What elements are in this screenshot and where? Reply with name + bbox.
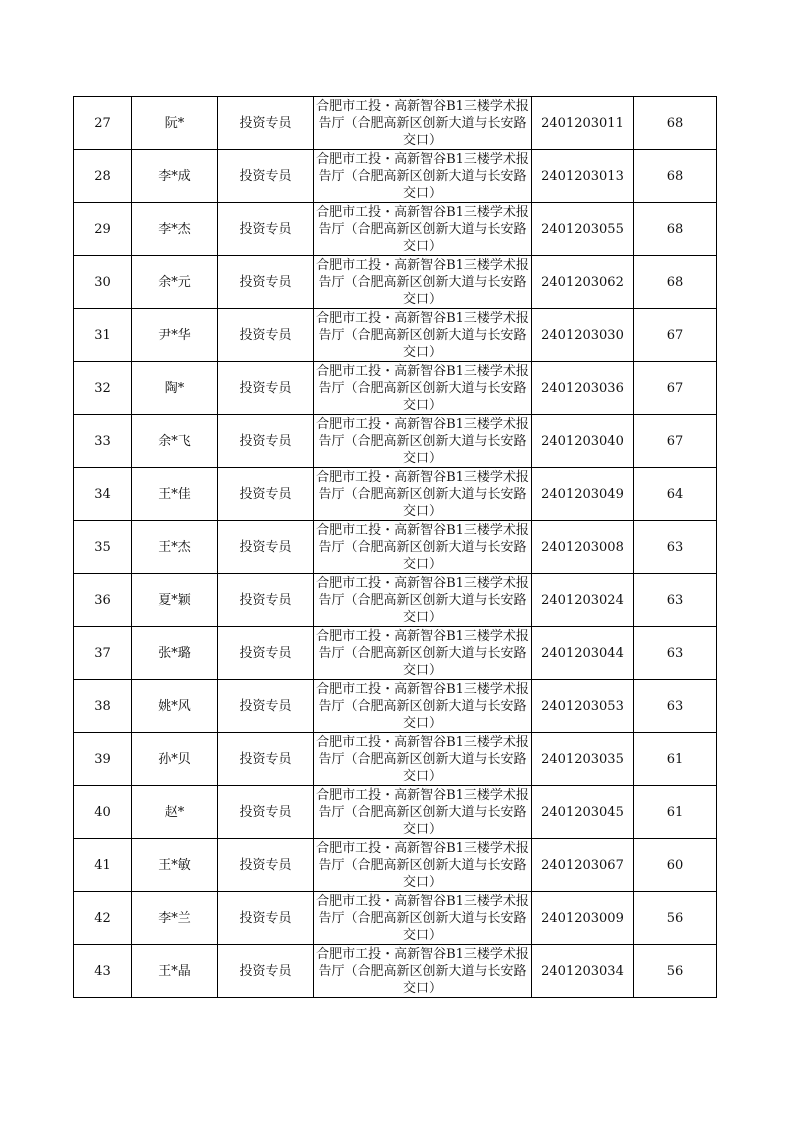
row-number-cell: 40 bbox=[74, 786, 132, 839]
table-row bbox=[74, 309, 717, 362]
candidate-name-cell: 赵* bbox=[132, 786, 218, 839]
candidate-name-cell: 李*杰 bbox=[132, 203, 218, 256]
venue-cell: 合肥市工投・高新智谷B1三楼学术报告厅（合肥高新区创新大道与长安路交口） bbox=[314, 521, 532, 574]
venue-cell: 合肥市工投・高新智谷B1三楼学术报告厅（合肥高新区创新大道与长安路交口） bbox=[314, 892, 532, 945]
venue-cell: 合肥市工投・高新智谷B1三楼学术报告厅（合肥高新区创新大道与长安路交口） bbox=[314, 733, 532, 786]
row-number-cell: 39 bbox=[74, 733, 132, 786]
candidate-table bbox=[73, 96, 717, 998]
position-cell: 投资专员 bbox=[218, 574, 314, 627]
ticket-number-cell: 2401203035 bbox=[532, 733, 634, 786]
table-row bbox=[74, 733, 717, 786]
row-number-cell: 36 bbox=[74, 574, 132, 627]
row-number-cell: 27 bbox=[74, 97, 132, 150]
position-cell: 投资专员 bbox=[218, 150, 314, 203]
table-row bbox=[74, 574, 717, 627]
candidate-name-cell: 张*璐 bbox=[132, 627, 218, 680]
ticket-number-cell: 2401203045 bbox=[532, 786, 634, 839]
position-cell: 投资专员 bbox=[218, 362, 314, 415]
table-row bbox=[74, 892, 717, 945]
ticket-number-cell: 2401203008 bbox=[532, 521, 634, 574]
venue-cell: 合肥市工投・高新智谷B1三楼学术报告厅（合肥高新区创新大道与长安路交口） bbox=[314, 150, 532, 203]
venue-cell: 合肥市工投・高新智谷B1三楼学术报告厅（合肥高新区创新大道与长安路交口） bbox=[314, 203, 532, 256]
score-cell: 67 bbox=[634, 362, 717, 415]
position-cell: 投资专员 bbox=[218, 415, 314, 468]
candidate-name-cell: 李*兰 bbox=[132, 892, 218, 945]
table-row bbox=[74, 97, 717, 150]
candidate-name-cell: 王*敏 bbox=[132, 839, 218, 892]
candidate-name-cell: 阮* bbox=[132, 97, 218, 150]
candidate-name-cell: 孙*贝 bbox=[132, 733, 218, 786]
position-cell: 投资专员 bbox=[218, 627, 314, 680]
row-number-cell: 41 bbox=[74, 839, 132, 892]
score-cell: 68 bbox=[634, 203, 717, 256]
score-cell: 56 bbox=[634, 945, 717, 998]
position-cell: 投资专员 bbox=[218, 680, 314, 733]
venue-cell: 合肥市工投・高新智谷B1三楼学术报告厅（合肥高新区创新大道与长安路交口） bbox=[314, 786, 532, 839]
venue-cell: 合肥市工投・高新智谷B1三楼学术报告厅（合肥高新区创新大道与长安路交口） bbox=[314, 945, 532, 998]
row-number-cell: 42 bbox=[74, 892, 132, 945]
table-row bbox=[74, 468, 717, 521]
ticket-number-cell: 2401203030 bbox=[532, 309, 634, 362]
ticket-number-cell: 2401203009 bbox=[532, 892, 634, 945]
candidate-name-cell: 王*晶 bbox=[132, 945, 218, 998]
row-number-cell: 33 bbox=[74, 415, 132, 468]
score-cell: 61 bbox=[634, 733, 717, 786]
table-row bbox=[74, 680, 717, 733]
candidate-name-cell: 尹*华 bbox=[132, 309, 218, 362]
ticket-number-cell: 2401203013 bbox=[532, 150, 634, 203]
position-cell: 投资专员 bbox=[218, 521, 314, 574]
position-cell: 投资专员 bbox=[218, 256, 314, 309]
table-row bbox=[74, 362, 717, 415]
score-cell: 60 bbox=[634, 839, 717, 892]
score-cell: 67 bbox=[634, 309, 717, 362]
row-number-cell: 37 bbox=[74, 627, 132, 680]
score-cell: 67 bbox=[634, 415, 717, 468]
row-number-cell: 30 bbox=[74, 256, 132, 309]
table-row bbox=[74, 203, 717, 256]
venue-cell: 合肥市工投・高新智谷B1三楼学术报告厅（合肥高新区创新大道与长安路交口） bbox=[314, 627, 532, 680]
position-cell: 投资专员 bbox=[218, 203, 314, 256]
table-row bbox=[74, 150, 717, 203]
row-number-cell: 38 bbox=[74, 680, 132, 733]
ticket-number-cell: 2401203053 bbox=[532, 680, 634, 733]
position-cell: 投资专员 bbox=[218, 97, 314, 150]
row-number-cell: 34 bbox=[74, 468, 132, 521]
score-cell: 68 bbox=[634, 150, 717, 203]
position-cell: 投资专员 bbox=[218, 945, 314, 998]
score-cell: 56 bbox=[634, 892, 717, 945]
row-number-cell: 31 bbox=[74, 309, 132, 362]
venue-cell: 合肥市工投・高新智谷B1三楼学术报告厅（合肥高新区创新大道与长安路交口） bbox=[314, 468, 532, 521]
candidate-name-cell: 李*成 bbox=[132, 150, 218, 203]
score-cell: 68 bbox=[634, 256, 717, 309]
score-cell: 63 bbox=[634, 521, 717, 574]
row-number-cell: 35 bbox=[74, 521, 132, 574]
ticket-number-cell: 2401203024 bbox=[532, 574, 634, 627]
ticket-number-cell: 2401203049 bbox=[532, 468, 634, 521]
table-row bbox=[74, 627, 717, 680]
row-number-cell: 43 bbox=[74, 945, 132, 998]
candidate-name-cell: 陶* bbox=[132, 362, 218, 415]
venue-cell: 合肥市工投・高新智谷B1三楼学术报告厅（合肥高新区创新大道与长安路交口） bbox=[314, 839, 532, 892]
ticket-number-cell: 2401203062 bbox=[532, 256, 634, 309]
score-cell: 64 bbox=[634, 468, 717, 521]
candidate-name-cell: 夏*颖 bbox=[132, 574, 218, 627]
position-cell: 投资专员 bbox=[218, 468, 314, 521]
venue-cell: 合肥市工投・高新智谷B1三楼学术报告厅（合肥高新区创新大道与长安路交口） bbox=[314, 415, 532, 468]
position-cell: 投资专员 bbox=[218, 839, 314, 892]
ticket-number-cell: 2401203040 bbox=[532, 415, 634, 468]
candidate-name-cell: 余*元 bbox=[132, 256, 218, 309]
venue-cell: 合肥市工投・高新智谷B1三楼学术报告厅（合肥高新区创新大道与长安路交口） bbox=[314, 362, 532, 415]
candidate-name-cell: 王*佳 bbox=[132, 468, 218, 521]
row-number-cell: 32 bbox=[74, 362, 132, 415]
score-cell: 63 bbox=[634, 627, 717, 680]
candidate-name-cell: 余*飞 bbox=[132, 415, 218, 468]
venue-cell: 合肥市工投・高新智谷B1三楼学术报告厅（合肥高新区创新大道与长安路交口） bbox=[314, 574, 532, 627]
ticket-number-cell: 2401203034 bbox=[532, 945, 634, 998]
table-row bbox=[74, 945, 717, 998]
score-cell: 63 bbox=[634, 680, 717, 733]
position-cell: 投资专员 bbox=[218, 309, 314, 362]
ticket-number-cell: 2401203067 bbox=[532, 839, 634, 892]
table-row bbox=[74, 786, 717, 839]
ticket-number-cell: 2401203011 bbox=[532, 97, 634, 150]
position-cell: 投资专员 bbox=[218, 892, 314, 945]
candidate-name-cell: 姚*风 bbox=[132, 680, 218, 733]
score-cell: 68 bbox=[634, 97, 717, 150]
position-cell: 投资专员 bbox=[218, 733, 314, 786]
position-cell: 投资专员 bbox=[218, 786, 314, 839]
ticket-number-cell: 2401203044 bbox=[532, 627, 634, 680]
venue-cell: 合肥市工投・高新智谷B1三楼学术报告厅（合肥高新区创新大道与长安路交口） bbox=[314, 97, 532, 150]
table-row bbox=[74, 415, 717, 468]
table-row bbox=[74, 839, 717, 892]
table-row bbox=[74, 521, 717, 574]
table-row bbox=[74, 256, 717, 309]
row-number-cell: 29 bbox=[74, 203, 132, 256]
venue-cell: 合肥市工投・高新智谷B1三楼学术报告厅（合肥高新区创新大道与长安路交口） bbox=[314, 309, 532, 362]
ticket-number-cell: 2401203036 bbox=[532, 362, 634, 415]
candidate-table-body bbox=[74, 97, 717, 998]
venue-cell: 合肥市工投・高新智谷B1三楼学术报告厅（合肥高新区创新大道与长安路交口） bbox=[314, 680, 532, 733]
row-number-cell: 28 bbox=[74, 150, 132, 203]
candidate-name-cell: 王*杰 bbox=[132, 521, 218, 574]
ticket-number-cell: 2401203055 bbox=[532, 203, 634, 256]
venue-cell: 合肥市工投・高新智谷B1三楼学术报告厅（合肥高新区创新大道与长安路交口） bbox=[314, 256, 532, 309]
score-cell: 61 bbox=[634, 786, 717, 839]
score-cell: 63 bbox=[634, 574, 717, 627]
